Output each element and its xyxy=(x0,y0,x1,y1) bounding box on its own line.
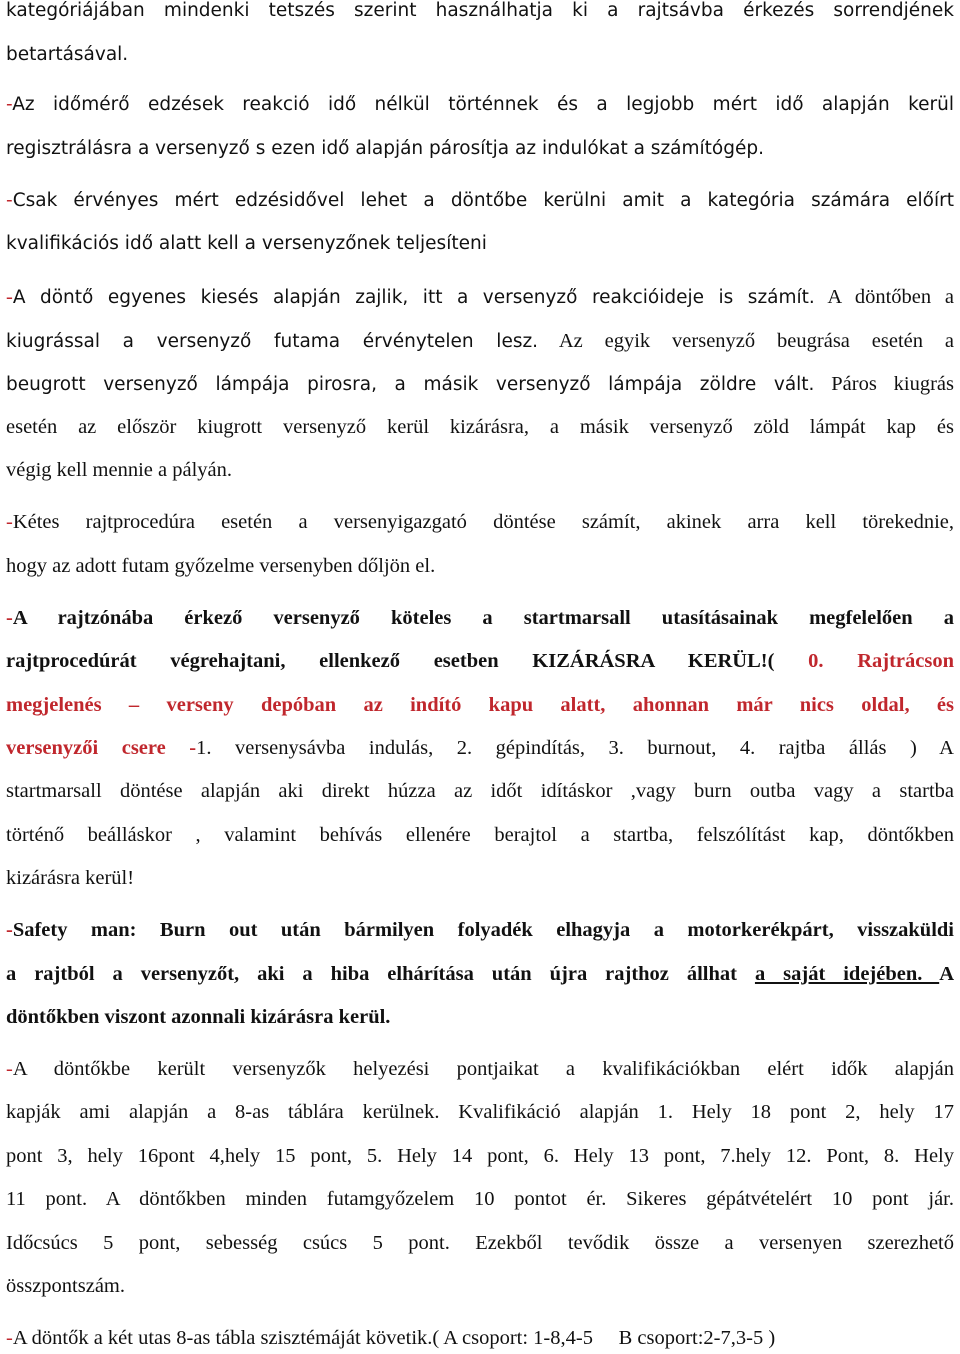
paragraph-4-line-3 xyxy=(6,369,954,399)
paragraph-5-line-1 xyxy=(6,507,954,537)
paragraph-7-line-2 xyxy=(6,959,954,989)
paragraph-4-text-serif: A döntőben a xyxy=(814,286,954,308)
paragraph-4-line-2 xyxy=(6,326,954,356)
paragraph-4-line-5: végig kell mennie a pályán. xyxy=(6,459,232,481)
paragraph-4-text-sans: kiugrással a versenyző futama érvénytelen lesz. xyxy=(6,331,539,352)
paragraph-4-line-1 xyxy=(6,282,954,312)
bullet-dash: - xyxy=(6,919,13,941)
paragraph-2-line-2: regisztrálásra a versenyző s ezen idő alapján párosítja az indulókat a számítógép. xyxy=(6,138,764,159)
paragraph-7-underlined-text: a saját idejében. xyxy=(754,963,940,985)
paragraph-7-text: A xyxy=(939,963,954,985)
paragraph-8-line-3: pont 3, hely 16pont 4,hely 15 pont, 5. Hely 14 pont, 6. Hely 13 pont, 7.hely 12. Pont, 8. Hely xyxy=(6,1145,954,1167)
paragraph-6-line-4 xyxy=(6,733,954,763)
bullet-dash: - xyxy=(6,607,13,629)
paragraph-8-line-5: Időcsúcs 5 pont, sebesség csúcs 5 pont. Ezekből tevődik össze a versenyen szerezhető xyxy=(6,1232,954,1254)
paragraph-6-red-text: versenyzői csere - xyxy=(6,737,197,759)
paragraph-4-text-serif: Páros kiugrás xyxy=(814,373,955,395)
paragraph-8-line-4: 11 pont. A döntőkben minden futamgyőzelem 10 pontot ér. Sikeres gépátvételért 10 pont jár. xyxy=(6,1188,954,1210)
bullet-dash: - xyxy=(6,1058,13,1080)
paragraph-6-line-7: kizárásra kerül! xyxy=(6,867,135,889)
paragraph-8-line-2: kapják ami alapján a 8-as táblára kerülnek. Kvalifikáció alapján 1. Hely 18 pont 2, hely 17 xyxy=(6,1101,954,1123)
paragraph-2-line-1 xyxy=(6,90,954,120)
paragraph-3-text: Csak érvényes mért edzésidővel lehet a döntőbe kerülni amit a kategória számára előírt xyxy=(12,190,954,211)
paragraph-7-line-3: döntőkben viszont azonnali kizárásra kerül. xyxy=(6,1006,391,1028)
paragraph-1-line-1: kategóriájában mindenki tetszés szerint használhatja ki a rajtsávba érkezés sorrendjének xyxy=(6,0,954,21)
paragraph-7-line-1 xyxy=(6,915,954,945)
paragraph-8-text: A döntőkbe került versenyzők helyezési pontjaikat a kvalifikációkban elért idők alapján xyxy=(12,1058,954,1080)
paragraph-6-line-5: startmarsall döntése alapján aki direkt húzza az időt idításkor ,vagy burn outba vagy a startba xyxy=(6,780,954,802)
paragraph-7-text: a rajtból a versenyzőt, aki a hiba elhárítása után újra rajthoz állhat xyxy=(6,963,755,985)
paragraph-4-text-sans: beugrott versenyző lámpája pirosra, a másik versenyző lámpája zöldre vált. xyxy=(6,374,815,395)
paragraph-6-text: rajtprocedúrát végrehajtani, ellenkező esetben KIZÁRÁSRA KERÜL!( xyxy=(6,650,809,672)
paragraph-6-line-1 xyxy=(6,603,954,633)
bullet-dash: - xyxy=(6,190,13,211)
bullet-dash: - xyxy=(6,286,13,308)
paragraph-6-line-2 xyxy=(6,646,954,676)
paragraph-4-text-serif: Az egyik versenyző beugrása esetén a xyxy=(538,330,954,352)
paragraph-9-text: A döntők a két utas 8-as tábla szisztémáját követik.( A csoport: 1-8,4-5 B csoport:2-7,3-5 ) xyxy=(12,1327,776,1349)
paragraph-6-line-6: történő beálláskor , valamint behívás ellenére berajtol a startba, felszólítást kap, döntőkben xyxy=(6,824,954,846)
paragraph-3-line-1 xyxy=(6,186,954,216)
paragraph-6-text: 1. versenysávba indulás, 2. gépindítás, 3. burnout, 4. rajtba állás ) A xyxy=(196,737,954,759)
paragraph-1-line-2: betartásával. xyxy=(6,44,129,65)
bullet-dash: - xyxy=(6,511,13,533)
paragraph-6-line-3: megjelenés – verseny depóban az indító kapu alatt, ahonnan már nics oldal, és xyxy=(6,694,954,716)
paragraph-2-text: Az időmérő edzések reakció idő nélkül történnek és a legjobb mért idő alapján kerül xyxy=(12,94,954,115)
bullet-dash: - xyxy=(6,94,13,115)
paragraph-6-text: A rajtzónába érkező versenyző köteles a startmarsall utasításainak megfelelően a xyxy=(12,607,954,629)
paragraph-4-text-sans: A döntő egyenes kiesés alapján zajlik, itt a versenyző reakcióideje is számít. xyxy=(12,287,815,308)
paragraph-3-line-2: kvalifikációs idő alatt kell a versenyzőnek teljesíteni xyxy=(6,233,487,254)
paragraph-9-line-1 xyxy=(6,1323,954,1353)
paragraph-8-line-6: összpontszám. xyxy=(6,1275,125,1297)
paragraph-8-line-1 xyxy=(6,1054,954,1084)
paragraph-5-line-2: hogy az adott futam győzelme versenyben dőljön el. xyxy=(6,555,436,577)
paragraph-7-text: Safety man: Burn out után bármilyen folyadék elhagyja a motorkerékpárt, visszaküldi xyxy=(12,919,954,941)
bullet-dash: - xyxy=(6,1327,13,1349)
paragraph-5-text: Kétes rajtprocedúra esetén a versenyigazgató döntése számít, akinek arra kell törekednie, xyxy=(12,511,954,533)
paragraph-6-red-text: 0. Rajtrácson xyxy=(808,650,954,672)
paragraph-4-line-4: esetén az először kiugrott versenyző kerül kizárásra, a másik versenyző zöld lámpát kap és xyxy=(6,416,954,438)
